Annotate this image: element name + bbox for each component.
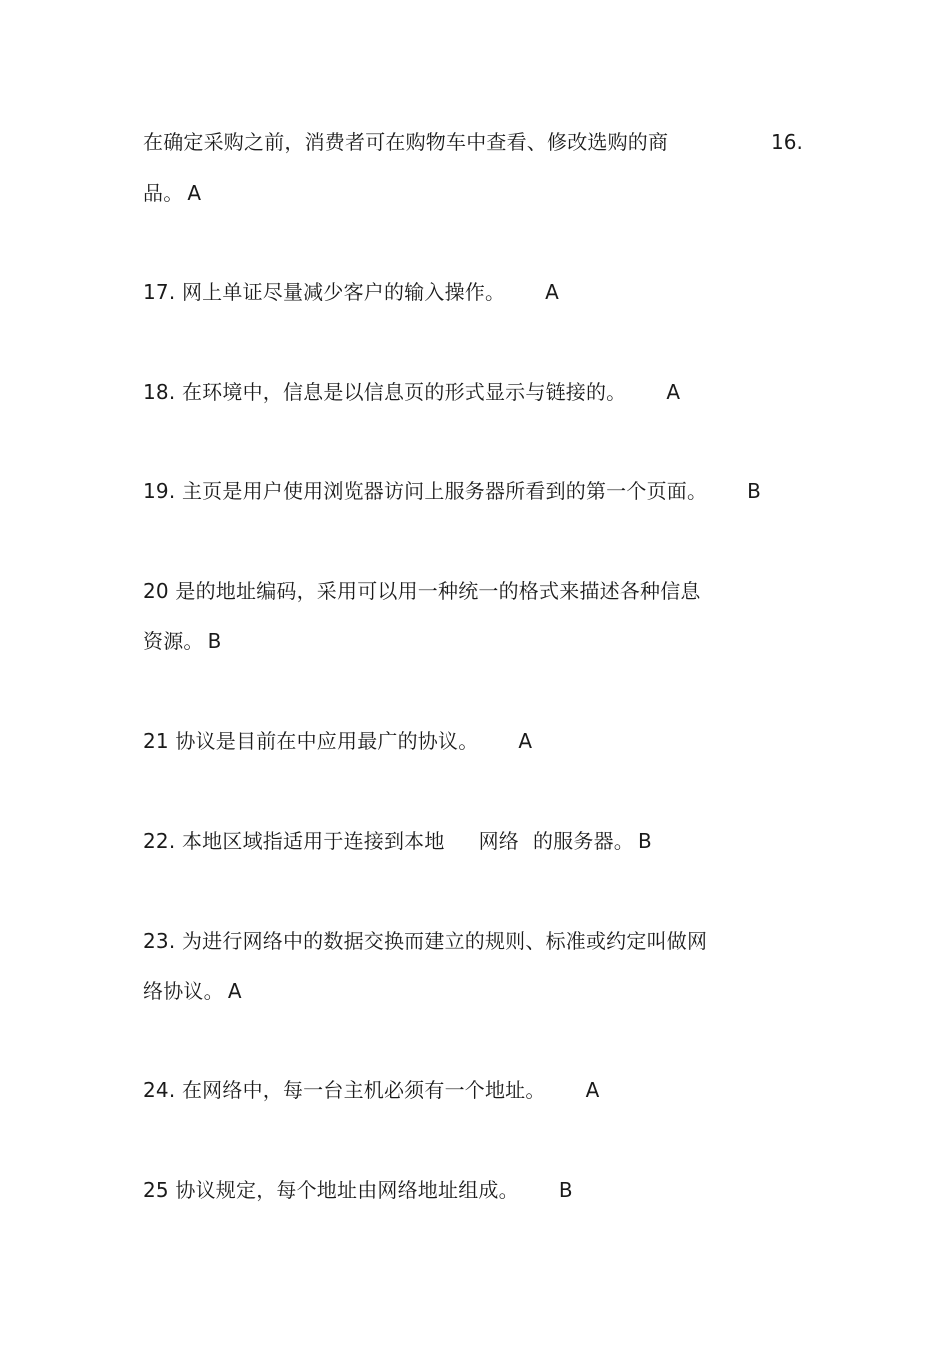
question-25-answer: B: [558, 1178, 573, 1202]
question-16-number: 16.: [771, 130, 803, 154]
question-20-line-2: [143, 629, 222, 653]
question-17-answer: A: [545, 280, 560, 304]
question-17: [143, 280, 559, 304]
question-16-text: 在确定采购之前，消费者可在购物车中查看、修改选购的商: [143, 130, 669, 154]
question-24-text: 24. 在网络中，每一台主机必须有一个地址。: [143, 1078, 546, 1102]
question-25: [143, 1178, 573, 1202]
question-25-text: 25 协议规定，每个地址由网络地址组成。: [143, 1178, 519, 1202]
question-19-answer: B: [747, 479, 762, 503]
question-22-text-part3: 的服务器。: [532, 829, 634, 853]
question-20-answer: B: [207, 629, 222, 653]
question-24: [143, 1078, 599, 1102]
question-20-text-cont: 资源。: [143, 629, 204, 653]
question-16-text-cont: 品。: [143, 181, 184, 205]
question-21-answer: A: [518, 729, 533, 753]
question-22: [143, 829, 652, 853]
question-23-line-2: [143, 979, 242, 1003]
question-19-text: 19. 主页是用户使用浏览器访问上服务器所看到的第一个页面。: [143, 479, 708, 503]
question-23-answer: A: [227, 979, 242, 1003]
question-22-answer: B: [637, 829, 652, 853]
question-23-line-1: [143, 929, 707, 953]
question-21-text: 21 协议是目前在中应用最广的协议。: [143, 729, 479, 753]
question-23-text: 23. 为进行网络中的数据交换而建立的规则、标准或约定叫做网: [143, 929, 708, 953]
question-22-text-part1: 22. 本地区域指适用于连接到本地: [143, 829, 445, 853]
question-23-text-cont: 络协议。: [143, 979, 224, 1003]
question-19: [143, 479, 761, 503]
question-20-text: 20 是的地址编码，采用可以用一种统一的格式来描述各种信息: [143, 579, 701, 603]
question-16-line-1: [143, 130, 668, 154]
question-18-text: 18. 在环境中，信息是以信息页的形式显示与链接的。: [143, 380, 627, 404]
question-16-answer: A: [187, 181, 202, 205]
question-24-answer: A: [585, 1078, 600, 1102]
question-18: [143, 380, 680, 404]
question-20-line-1: [143, 579, 701, 603]
question-18-answer: A: [666, 380, 681, 404]
question-16-line-2: [143, 181, 201, 205]
question-21: [143, 729, 532, 753]
question-17-text: 17. 网上单证尽量减少客户的输入操作。: [143, 280, 506, 304]
question-22-text-part2: 网络: [478, 829, 519, 853]
